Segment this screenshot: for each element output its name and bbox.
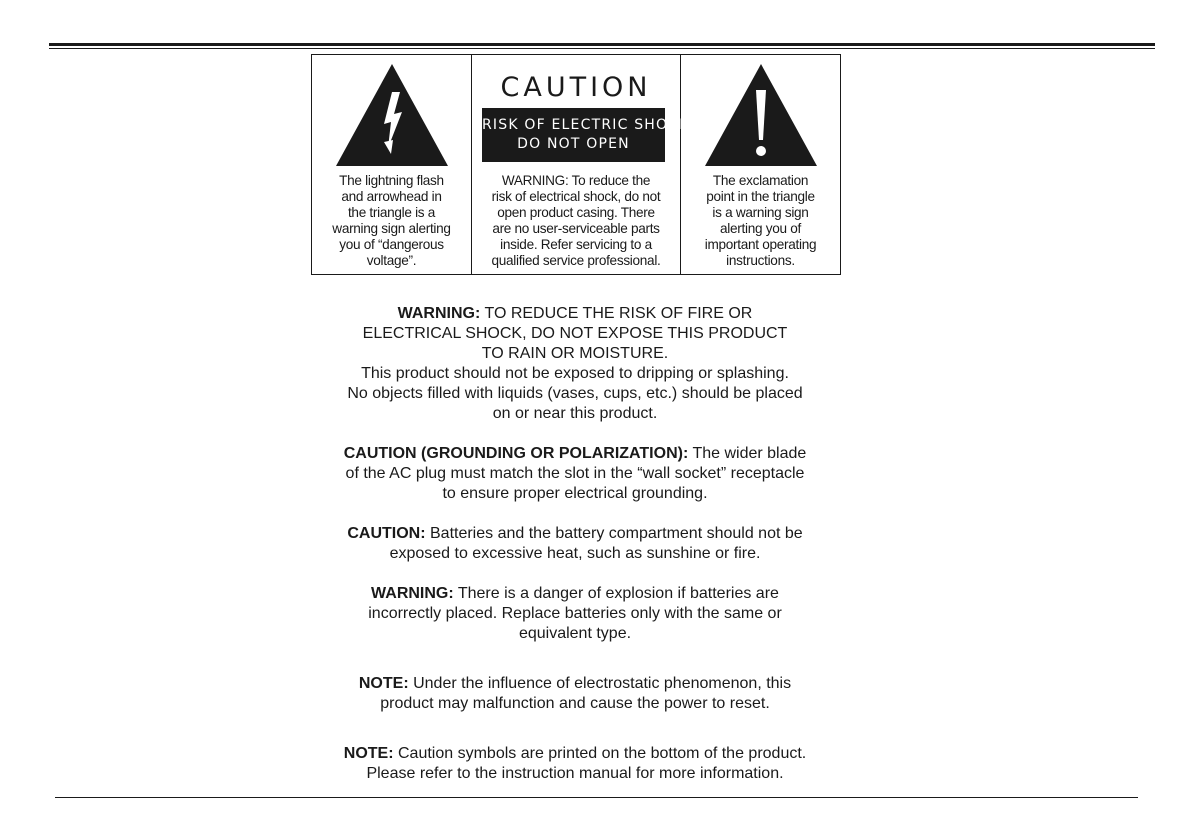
risk-line: RISK OF ELECTRIC SHOCK	[482, 117, 690, 133]
note-symbols-paragraph	[300, 744, 850, 784]
exclamation-description	[681, 173, 840, 269]
text-line	[300, 584, 850, 604]
lightning-cell	[312, 55, 472, 274]
text-line: qualified service professional.	[491, 253, 661, 268]
caution-batteries-paragraph	[300, 524, 850, 564]
warning-label: WARNING:	[397, 305, 481, 322]
text-line: ELECTRICAL SHOCK, DO NOT EXPOSE THIS PRODUCT	[362, 325, 788, 342]
warning-moisture-paragraph	[300, 304, 850, 424]
text-line: The exclamation	[712, 173, 809, 188]
text-line: to ensure proper electrical grounding.	[442, 485, 708, 502]
lightning-triangle-icon	[334, 62, 450, 168]
text-line: product may malfunction and cause the power to reset.	[380, 695, 770, 712]
text-line	[300, 524, 850, 544]
text-line: inside. Refer servicing to a	[500, 237, 652, 252]
text-span: Caution symbols are printed on the bottom of the product.	[393, 745, 807, 762]
text-line: exposed to excessive heat, such as sunshine or fire.	[389, 545, 761, 562]
text-line	[300, 674, 850, 694]
text-line: This product should not be exposed to dripping or splashing.	[361, 365, 789, 382]
note-label: NOTE:	[343, 745, 394, 762]
text-line: the triangle is a	[347, 205, 436, 220]
text-line	[300, 744, 850, 764]
text-line	[300, 304, 850, 324]
exclamation-triangle-icon	[703, 62, 819, 168]
lightning-description	[312, 173, 471, 269]
note-electrostatic-paragraph	[300, 674, 850, 714]
text-line: voltage”.	[366, 253, 417, 268]
caution-cell	[472, 55, 690, 274]
risk-line: DO NOT OPEN	[517, 136, 630, 152]
text-span: Batteries and the battery compartment should not be	[425, 525, 803, 542]
caution-label: CAUTION:	[347, 525, 426, 542]
text-line: WARNING: To reduce the	[501, 173, 651, 188]
text-line: you of “dangerous	[339, 237, 444, 252]
warning-explosion-paragraph	[300, 584, 850, 644]
text-line	[300, 444, 850, 464]
text-line: on or near this product.	[492, 405, 658, 422]
text-line: is a warning sign	[712, 205, 809, 220]
caution-symbol-table	[311, 54, 841, 275]
text-line: are no user-serviceable parts	[492, 221, 660, 236]
text-line: open product casing. There	[497, 205, 655, 220]
text-line: equivalent type.	[518, 625, 632, 642]
text-line: No objects filled with liquids (vases, cups, etc.) should be placed	[347, 385, 803, 402]
exclamation-cell	[681, 55, 840, 274]
caution-warning-text	[472, 173, 680, 269]
text-span: The wider blade	[688, 445, 807, 462]
text-line: The lightning flash	[339, 173, 444, 188]
footer-rule	[55, 797, 1138, 798]
caution-grounding-paragraph	[300, 444, 850, 504]
risk-of-shock-banner	[482, 108, 690, 162]
text-line: instructions.	[726, 253, 795, 268]
text-line: alerting you of	[720, 221, 801, 236]
text-line: risk of electrical shock, do not	[491, 189, 661, 204]
text-span: There is a danger of explosion if batteries are	[453, 585, 779, 602]
text-span: TO REDUCE THE RISK OF FIRE OR	[480, 305, 753, 322]
text-line: TO RAIN OR MOISTURE.	[481, 345, 669, 362]
header-rule-thin	[49, 48, 1155, 49]
caution-label: CAUTION (GROUNDING OR POLARIZATION):	[343, 445, 689, 462]
text-line: warning sign alerting	[332, 221, 451, 236]
note-label: NOTE:	[358, 675, 409, 692]
text-line: and arrowhead in	[341, 189, 442, 204]
warning-label: WARNING:	[371, 585, 454, 602]
caution-title: CAUTION	[500, 72, 652, 103]
text-line: incorrectly placed. Replace batteries only with the same or	[368, 605, 782, 622]
text-span: Under the influence of electrostatic phenomenon, this	[408, 675, 792, 692]
text-line: Please refer to the instruction manual for more information.	[366, 765, 784, 782]
header-rule-thick	[49, 43, 1155, 46]
text-line: point in the triangle	[706, 189, 815, 204]
text-line: important operating	[704, 237, 817, 252]
text-line: of the AC plug must match the slot in the “wall socket” receptacle	[345, 465, 805, 482]
